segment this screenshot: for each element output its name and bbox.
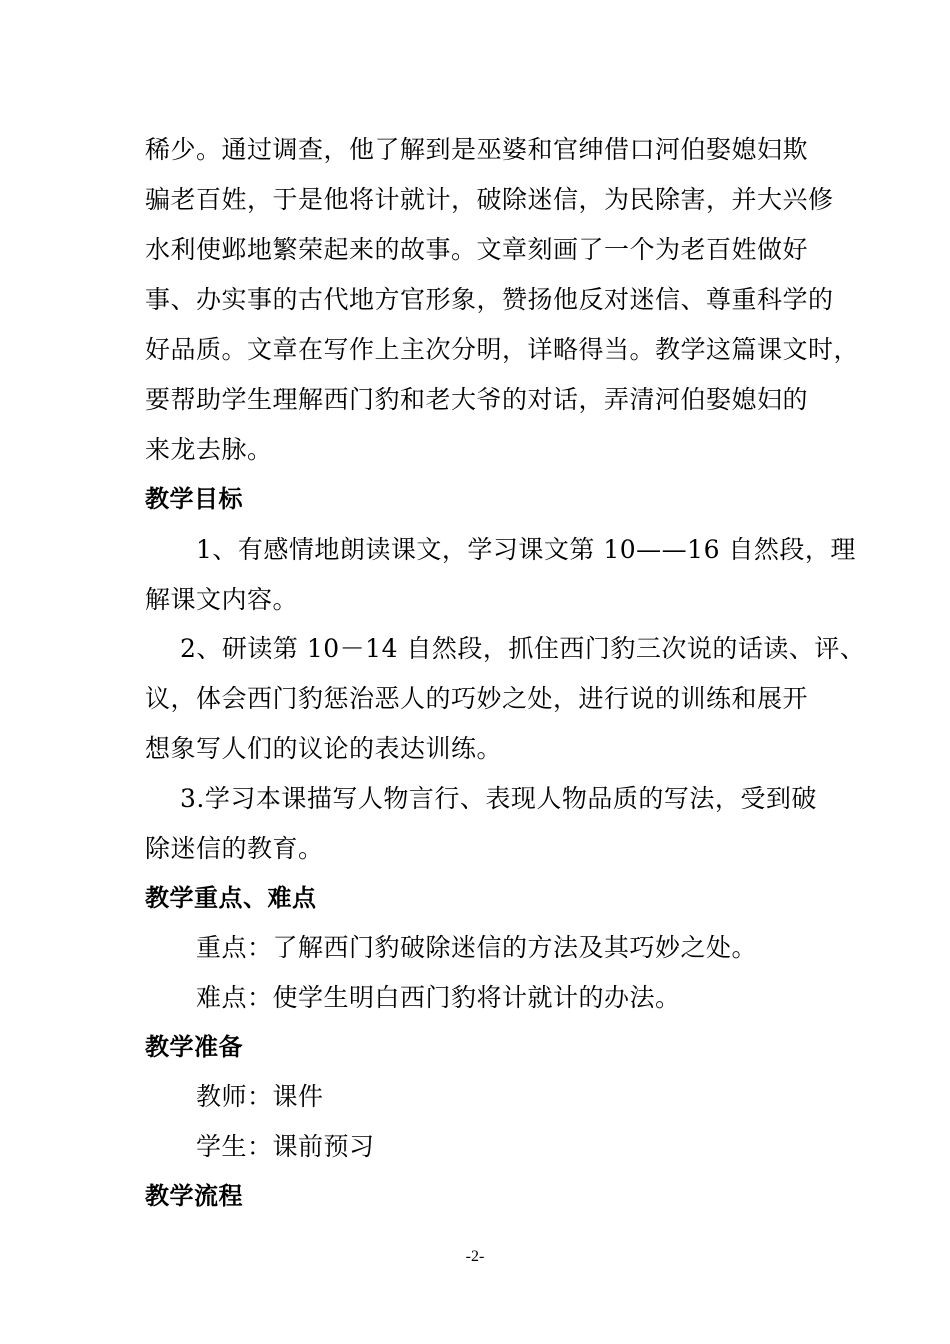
objective-line: 议，体会西门豹惩治恶人的巧妙之处，进行说的训练和展开 [145, 684, 809, 713]
keypoint-line: 重点：了解西门豹破除迷信的方法及其巧妙之处。 [196, 933, 758, 962]
section-heading-process: 教学流程 [145, 1182, 243, 1210]
objective-line: 解课文内容。 [145, 585, 299, 614]
page-number: -2- [465, 1248, 485, 1265]
preparation-student-line: 学生：课前预习 [196, 1132, 375, 1161]
section-heading-preparation: 教学准备 [145, 1033, 243, 1061]
difficulty-line: 难点：使学生明白西门豹将计就计的办法。 [196, 983, 681, 1012]
body-line: 要帮助学生理解西门豹和老大爷的对话，弄清河伯娶媳妇的 [145, 385, 809, 414]
section-heading-objectives: 教学目标 [145, 485, 243, 513]
objective-line: 1、有感情地朗读课文，学习课文第 10——16 自然段，理 [196, 535, 856, 564]
body-line: 骗老百姓，于是他将计就计，破除迷信，为民除害，并大兴修 [145, 185, 834, 214]
objective-line: 2、研读第 10－14 自然段，抓住西门豹三次说的话读、评、 [180, 634, 866, 663]
body-line: 来龙去脉。 [145, 435, 273, 464]
body-line: 事、办实事的古代地方官形象，赞扬他反对迷信、尊重科学的 [145, 285, 834, 314]
objective-line: 3.学习本课描写人物言行、表现人物品质的写法，受到破 [180, 784, 817, 813]
preparation-teacher-line: 教师：课件 [196, 1082, 324, 1111]
objective-line: 想象写人们的议论的表达训练。 [145, 734, 503, 763]
body-line: 好品质。文章在写作上主次分明，详略得当。教学这篇课文时， [145, 335, 860, 364]
objective-line: 除迷信的教育。 [145, 834, 324, 863]
section-heading-keypoints: 教学重点、难点 [145, 884, 317, 912]
body-line: 水利使邺地繁荣起来的故事。文章刻画了一个为老百姓做好 [145, 235, 809, 264]
body-line: 稀少。通过调查，他了解到是巫婆和官绅借口河伯娶媳妇欺 [145, 135, 809, 164]
